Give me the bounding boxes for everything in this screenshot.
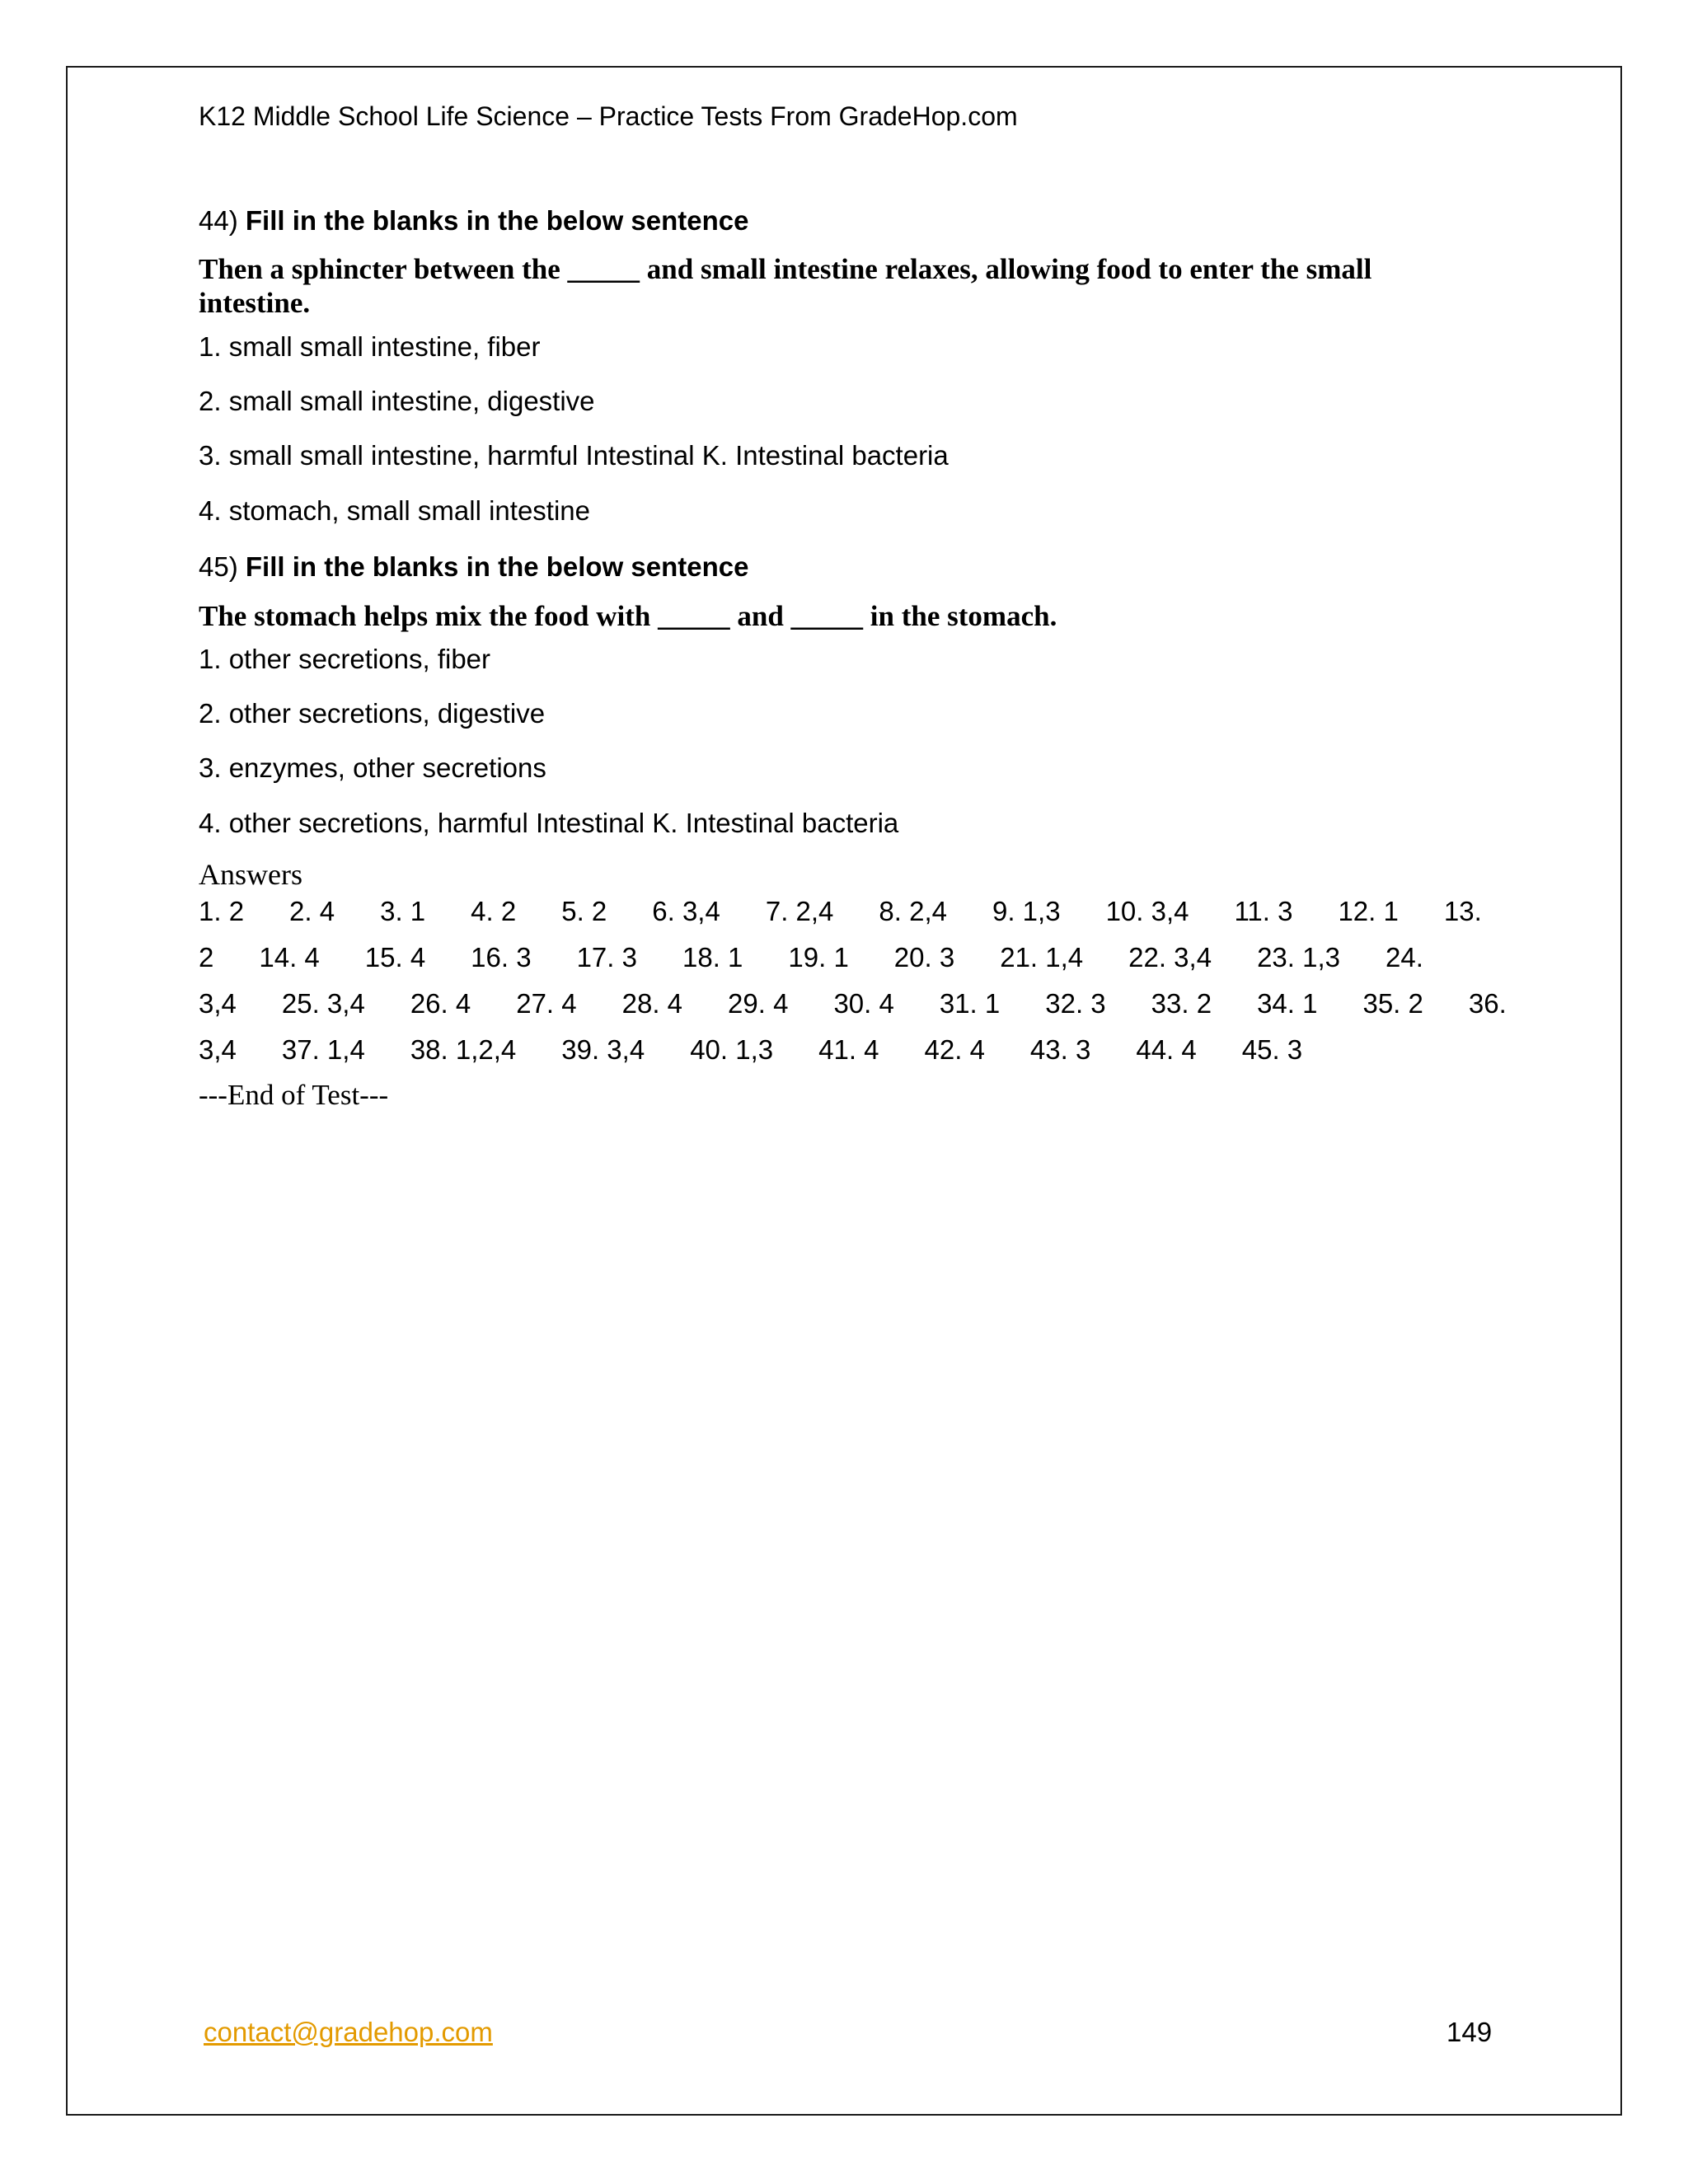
question-44-heading [199, 200, 749, 241]
answers-heading: Answers [199, 858, 302, 891]
question-45-stem: The stomach helps mix the food with _____ and _____ in the stomach. [199, 600, 1057, 632]
answers-row: 2 14. 4 15. 4 16. 3 17. 3 18. 1 19. 1 20. 3 21. 1,4 22. 3,4 23. 1,3 24. [199, 942, 1423, 972]
question-45-heading [199, 546, 749, 588]
question-instruction: Fill in the blanks in the below sentence [245, 551, 749, 582]
question-44-option-3: 3. small small intestine, harmful Intestinal K. Intestinal bacteria [199, 440, 949, 471]
question-45-option-2: 2. other secretions, digestive [199, 698, 546, 729]
answers-row: 1. 2 2. 4 3. 1 4. 2 5. 2 6. 3,4 7. 2,4 8. 2,4 9. 1,3 10. 3,4 11. 3 12. 1 13. [199, 896, 1482, 926]
question-44-option-2: 2. small small intestine, digestive [199, 386, 595, 416]
question-number: 45) [199, 551, 238, 582]
question-45-option-3: 3. enzymes, other secretions [199, 752, 546, 783]
question-45-option-1: 1. other secretions, fiber [199, 644, 491, 674]
contact-email-link[interactable]: contact@gradehop.com [204, 2017, 493, 2047]
question-number: 44) [199, 205, 238, 236]
question-45-option-4: 4. other secretions, harmful Intestinal K. Intestinal bacteria [199, 808, 899, 838]
question-44-option-1: 1. small small intestine, fiber [199, 331, 541, 362]
page-header: K12 Middle School Life Science – Practice Tests From GradeHop.com [199, 101, 1018, 131]
page-number: 149 [1447, 2017, 1493, 2047]
question-44-option-4: 4. stomach, small small intestine [199, 495, 591, 526]
end-of-test: ---End of Test--- [199, 1079, 389, 1111]
question-44-stem: Then a sphincter between the _____ and small intestine relaxes, allowing food to enter the small intestine. [199, 253, 1372, 319]
answers-row: 3,4 37. 1,4 38. 1,2,4 39. 3,4 40. 1,3 41. 4 42. 4 43. 3 44. 4 45. 3 [199, 1034, 1303, 1065]
answers-row: 3,4 25. 3,4 26. 4 27. 4 28. 4 29. 4 30. 4 31. 1 32. 3 33. 2 34. 1 35. 2 36. [199, 988, 1507, 1019]
question-instruction: Fill in the blanks in the below sentence [245, 205, 749, 236]
